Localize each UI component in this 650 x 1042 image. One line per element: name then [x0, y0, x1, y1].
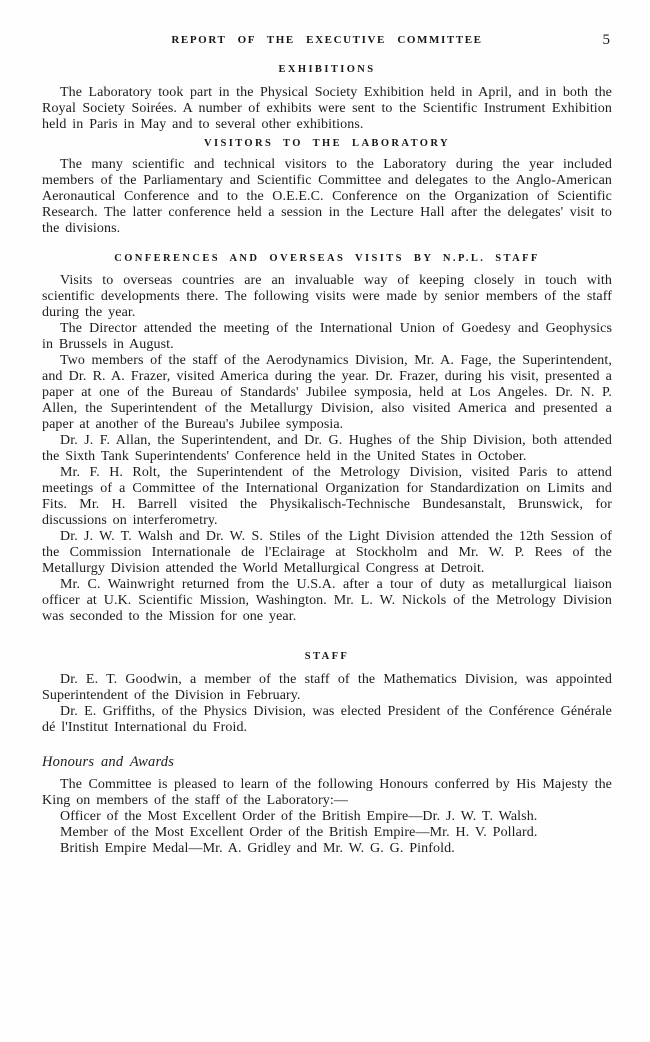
- paragraph: Member of the Most Excellent Order of the British Empire—Mr. H. V. Pollard.: [60, 825, 538, 840]
- subheading-honours-and-awards: Honours and Awards: [42, 754, 175, 770]
- paragraph: Two members of the staff of the Aerodynamics Division, Mr. A. Fage, the Superintendent, and Dr. R. A. Frazer, visited America during the year. Dr. Frazer, during his visit, presented a paper at one of the Bureau of Standards' Jubilee symposia, held at Los Angeles. Dr. N. P. Allen, the Superintendent of the Metallurgy Division, also visited America and presented a paper at another of the Bureau's Jubilee symposia.: [42, 353, 612, 432]
- section-honours-and-awards: [42, 754, 612, 857]
- paragraph: The many scientific and technical visitors to the Laboratory during the year included members of the Parliamentary and Scientific Committee and delegates to the Anglo-American Aeronautical Conference and to the O.E.E.C. Conference on the Organization of Scientific Research. The latter conference held a session in the Lecture Hall after the delegates' visit to the divisions.: [42, 157, 612, 236]
- paragraph: Dr. E. T. Goodwin, a member of the staff of the Mathematics Division, was appointed Superintendent of the Division in February.: [42, 672, 612, 703]
- section-visitors: [42, 138, 612, 237]
- paragraph: Dr. J. W. T. Walsh and Dr. W. S. Stiles of the Light Division attended the 12th Session of the Commission Internationale de l'Eclairage at Stockholm and Mr. W. P. Rees of the Metallurgy Division attended the World Metallurgical Congress at Detroit.: [42, 529, 612, 576]
- page-number: 5: [602, 32, 610, 48]
- paragraph: Visits to overseas countries are an invaluable way of keeping closely in touch with scientific developments there. The following visits were made by senior members of the staff during the year.: [42, 273, 612, 320]
- paragraph: The Laboratory took part in the Physical Society Exhibition held in April, and in both the Royal Society Soirées. A number of exhibits were sent to the Scientific Instrument Exhibition held in Paris in May and to several other exhibitions.: [42, 85, 612, 132]
- section-heading-staff: STAFF: [304, 651, 350, 662]
- paragraph: The Committee is pleased to learn of the following Honours conferred by His Majesty the King on members of the staff of the Laboratory:—: [42, 777, 612, 808]
- section-heading-conferences: CONFERENCES AND OVERSEAS VISITS BY N.P.L. STAFF: [114, 253, 540, 264]
- paragraph: Mr. C. Wainwright returned from the U.S.A. after a tour of duty as metallurgical liaison officer at U.K. Scientific Mission, Washington. Mr. L. W. Nickols of the Metrology Division was seconded to the Mission for one year.: [42, 577, 612, 624]
- section-heading-exhibitions: EXHIBITIONS: [278, 64, 376, 75]
- running-header: [42, 34, 612, 49]
- paragraph: Mr. F. H. Rolt, the Superintendent of the Metrology Division, visited Paris to attend meetings of a Committee of the International Organization for Standardization on Limits and Fits. Mr. H. Barrell visited the Physikalisch-Technische Bundesanstalt, Brunswick, for discussions on interferometry.: [42, 465, 612, 528]
- running-header-title: REPORT OF THE EXECUTIVE COMMITTEE: [171, 34, 483, 46]
- paragraph: Dr. E. Griffiths, of the Physics Division, was elected President of the Conférence Générale dé l'Institut International du Froid.: [42, 704, 612, 735]
- paragraph: Dr. J. F. Allan, the Superintendent, and Dr. G. Hughes of the Ship Division, both attended the Sixth Tank Superintendents' Conference held in the United States in October.: [42, 433, 612, 464]
- section-exhibitions: [42, 64, 612, 133]
- paragraph: Officer of the Most Excellent Order of the British Empire—Dr. J. W. T. Walsh.: [60, 809, 538, 824]
- section-staff: [42, 651, 612, 736]
- section-heading-visitors: VISITORS TO THE LABORATORY: [204, 138, 450, 149]
- paragraph: British Empire Medal—Mr. A. Gridley and Mr. W. G. G. Pinfold.: [60, 841, 455, 856]
- paragraph: The Director attended the meeting of the International Union of Goedesy and Geophysics in Brussels in August.: [42, 321, 612, 352]
- section-conferences-overseas-visits: [42, 253, 612, 625]
